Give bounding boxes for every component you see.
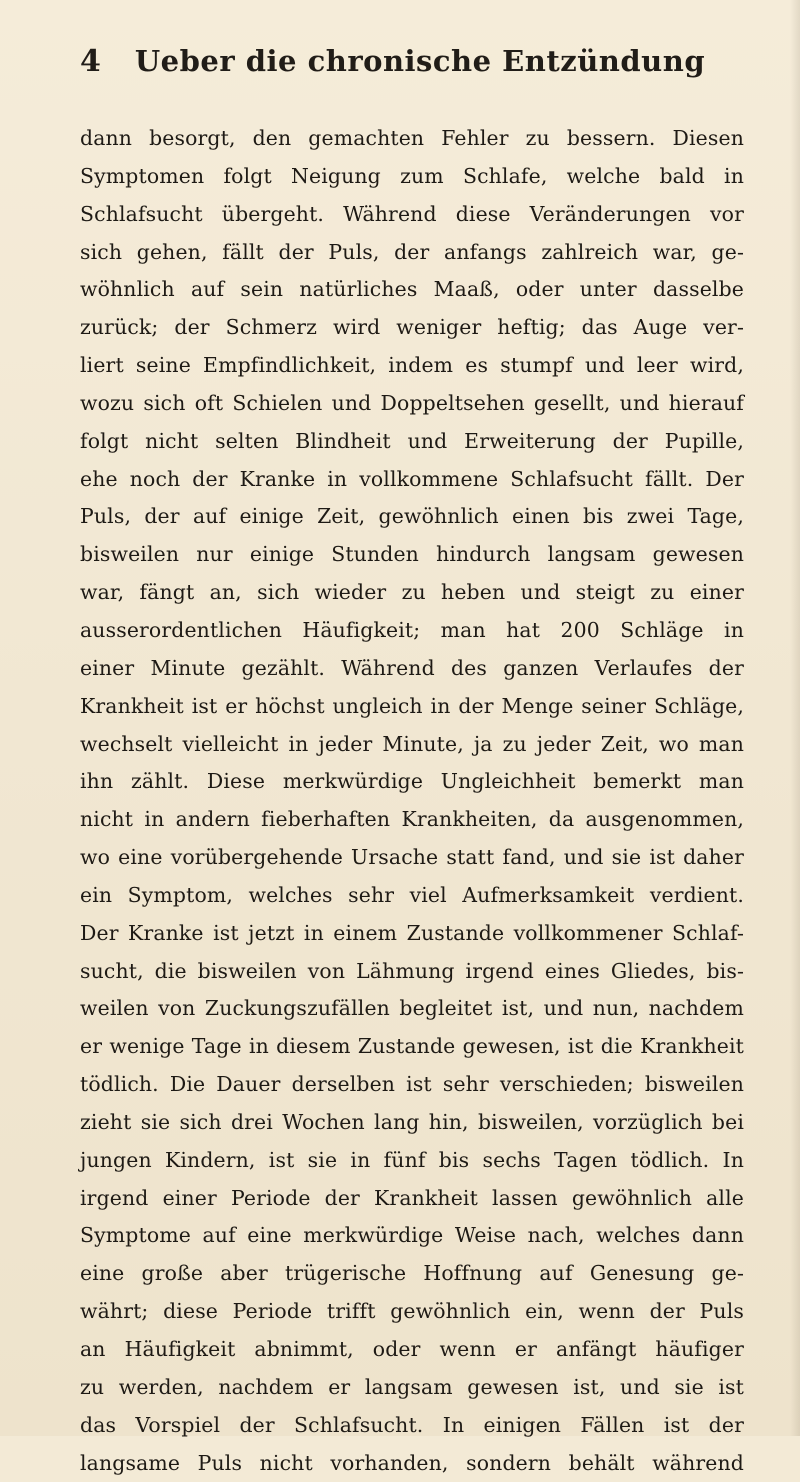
text-line: eine große aber trügerische Hoffnung auf Genesung ge- (80, 1261, 744, 1286)
text-line: wechselt vielleicht in jeder Minute, ja zu jeder Zeit, wo man (80, 731, 744, 756)
text-line: ehe noch der Kranke in vollkommene Schlafsucht fällt. Der (80, 466, 744, 491)
text-line: liert seine Empfindlichkeit, indem es stumpf und leer wird, (80, 353, 744, 378)
text-line: Symptomen folgt Neigung zum Schlafe, welche bald in (80, 163, 744, 188)
text-line: irgend einer Periode der Krankheit lassen gewöhnlich alle (80, 1185, 744, 1210)
text-line: zurück; der Schmerz wird weniger heftig; das Auge ver- (80, 315, 744, 340)
text-line: Puls, der auf einige Zeit, gewöhnlich einen bis zwei Tage, (80, 504, 744, 529)
text-line: Der Kranke ist jetzt in einem Zustande vollkommener Schlaf- (80, 920, 744, 945)
running-head (80, 44, 744, 92)
text-line: ihn zählt. Diese merkwürdige Ungleichheit bemerkt man (80, 769, 744, 794)
text-line: das Vorspiel der Schlafsucht. In einigen Fällen ist der (80, 1412, 744, 1437)
text-line: Schlafsucht übergeht. Während diese Veränderungen vor (80, 201, 744, 226)
text-line: sucht, die bisweilen von Lähmung irgend eines Gliedes, bis- (80, 958, 744, 983)
text-line: ein Symptom, welches sehr viel Aufmerksamkeit verdient. (80, 882, 744, 907)
running-title: Ueber die chronische Entzündung (134, 44, 706, 78)
text-line: langsame Puls nicht vorhanden, sondern behält während (80, 1450, 744, 1475)
text-line: einer Minute gezählt. Während des ganzen Verlaufes der (80, 655, 744, 680)
text-line: er wenige Tage in diesem Zustande gewesen, ist die Krankheit (80, 1034, 744, 1059)
page-number: 4 (80, 44, 101, 79)
body-text (80, 120, 744, 1482)
text-line: Krankheit ist er höchst ungleich in der Menge seiner Schläge, (80, 693, 744, 718)
text-line: war, fängt an, sich wieder zu heben und steigt zu einer (80, 580, 744, 605)
text-line: wozu sich oft Schielen und Doppeltsehen gesellt, und hierauf (80, 390, 744, 415)
text-line: sich gehen, fällt der Puls, der anfangs zahlreich war, ge- (80, 239, 744, 264)
text-line: währt; diese Periode trifft gewöhnlich ein, wenn der Puls (80, 1299, 744, 1324)
text-line: nicht in andern fieberhaften Krankheiten, da ausgenommen, (80, 807, 744, 832)
text-line: wöhnlich auf sein natürliches Maaß, oder unter dasselbe (80, 277, 744, 302)
text-line: tödlich. Die Dauer derselben ist sehr verschieden; bisweilen (80, 1072, 744, 1097)
text-line: weilen von Zuckungszufällen begleitet ist, und nun, nachdem (80, 996, 744, 1021)
text-line: zu werden, nachdem er langsam gewesen ist, und sie ist (80, 1374, 744, 1399)
text-line: wo eine vorübergehende Ursache statt fand, und sie ist daher (80, 845, 744, 870)
text-line: bisweilen nur einige Stunden hindurch langsam gewesen (80, 542, 744, 567)
text-line: an Häufigkeit abnimmt, oder wenn er anfängt häufiger (80, 1337, 744, 1361)
text-line: Symptome auf eine merkwürdige Weise nach, welches dann (80, 1223, 744, 1248)
text-line: dann besorgt, den gemachten Fehler zu bessern. Diesen (80, 126, 744, 150)
text-line: zieht sie sich drei Wochen lang hin, bisweilen, vorzüglich bei (80, 1109, 744, 1134)
text-line: ausserordentlichen Häufigkeit; man hat 200 Schläge in (80, 617, 744, 642)
text-line: folgt nicht selten Blindheit und Erweiterung der Pupille, (80, 428, 744, 453)
text-line: jungen Kindern, ist sie in fünf bis sechs Tagen tödlich. In (80, 1147, 744, 1172)
